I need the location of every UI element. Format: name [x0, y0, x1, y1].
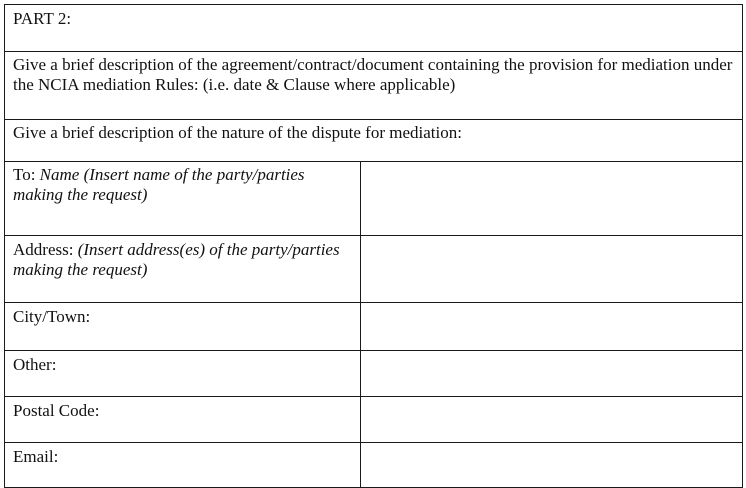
address-field[interactable]	[361, 236, 743, 303]
to-name-label-cell	[5, 162, 361, 236]
city-town-row	[5, 303, 743, 351]
agreement-description-row	[5, 52, 743, 120]
agreement-description-field[interactable]	[5, 52, 743, 120]
address-row	[5, 236, 743, 303]
other-label: Other:	[5, 351, 361, 397]
address-label-cell	[5, 236, 361, 303]
postal-code-row	[5, 397, 743, 443]
dispute-description-row	[5, 120, 743, 162]
to-name-row	[5, 162, 743, 236]
part-heading: PART 2:	[5, 5, 743, 52]
postal-code-label: Postal Code:	[5, 397, 361, 443]
address-hint: (Insert address(es) of the party/parties making the request)	[13, 240, 340, 279]
email-field[interactable]	[361, 443, 743, 488]
postal-code-field[interactable]	[361, 397, 743, 443]
address-label: Address:	[13, 240, 78, 259]
dispute-description-label: Give a brief description of the nature of the dispute for mediation:	[13, 123, 462, 142]
agreement-description-label: Give a brief description of the agreement/contract/document containing the provision for mediation under the NCIA mediation Rules: (i.e. date & Clause where applicable)	[13, 55, 733, 94]
city-town-label: City/Town:	[5, 303, 361, 351]
to-name-label: To:	[13, 165, 40, 184]
to-name-hint: Name (Insert name of the party/parties making the request)	[13, 165, 305, 204]
mediation-request-form-part2	[4, 4, 743, 488]
email-row	[5, 443, 743, 488]
to-name-field[interactable]	[361, 162, 743, 236]
dispute-description-field[interactable]	[5, 120, 743, 162]
part-heading-row	[5, 5, 743, 52]
email-label: Email:	[5, 443, 361, 488]
other-field[interactable]	[361, 351, 743, 397]
other-row	[5, 351, 743, 397]
city-town-field[interactable]	[361, 303, 743, 351]
